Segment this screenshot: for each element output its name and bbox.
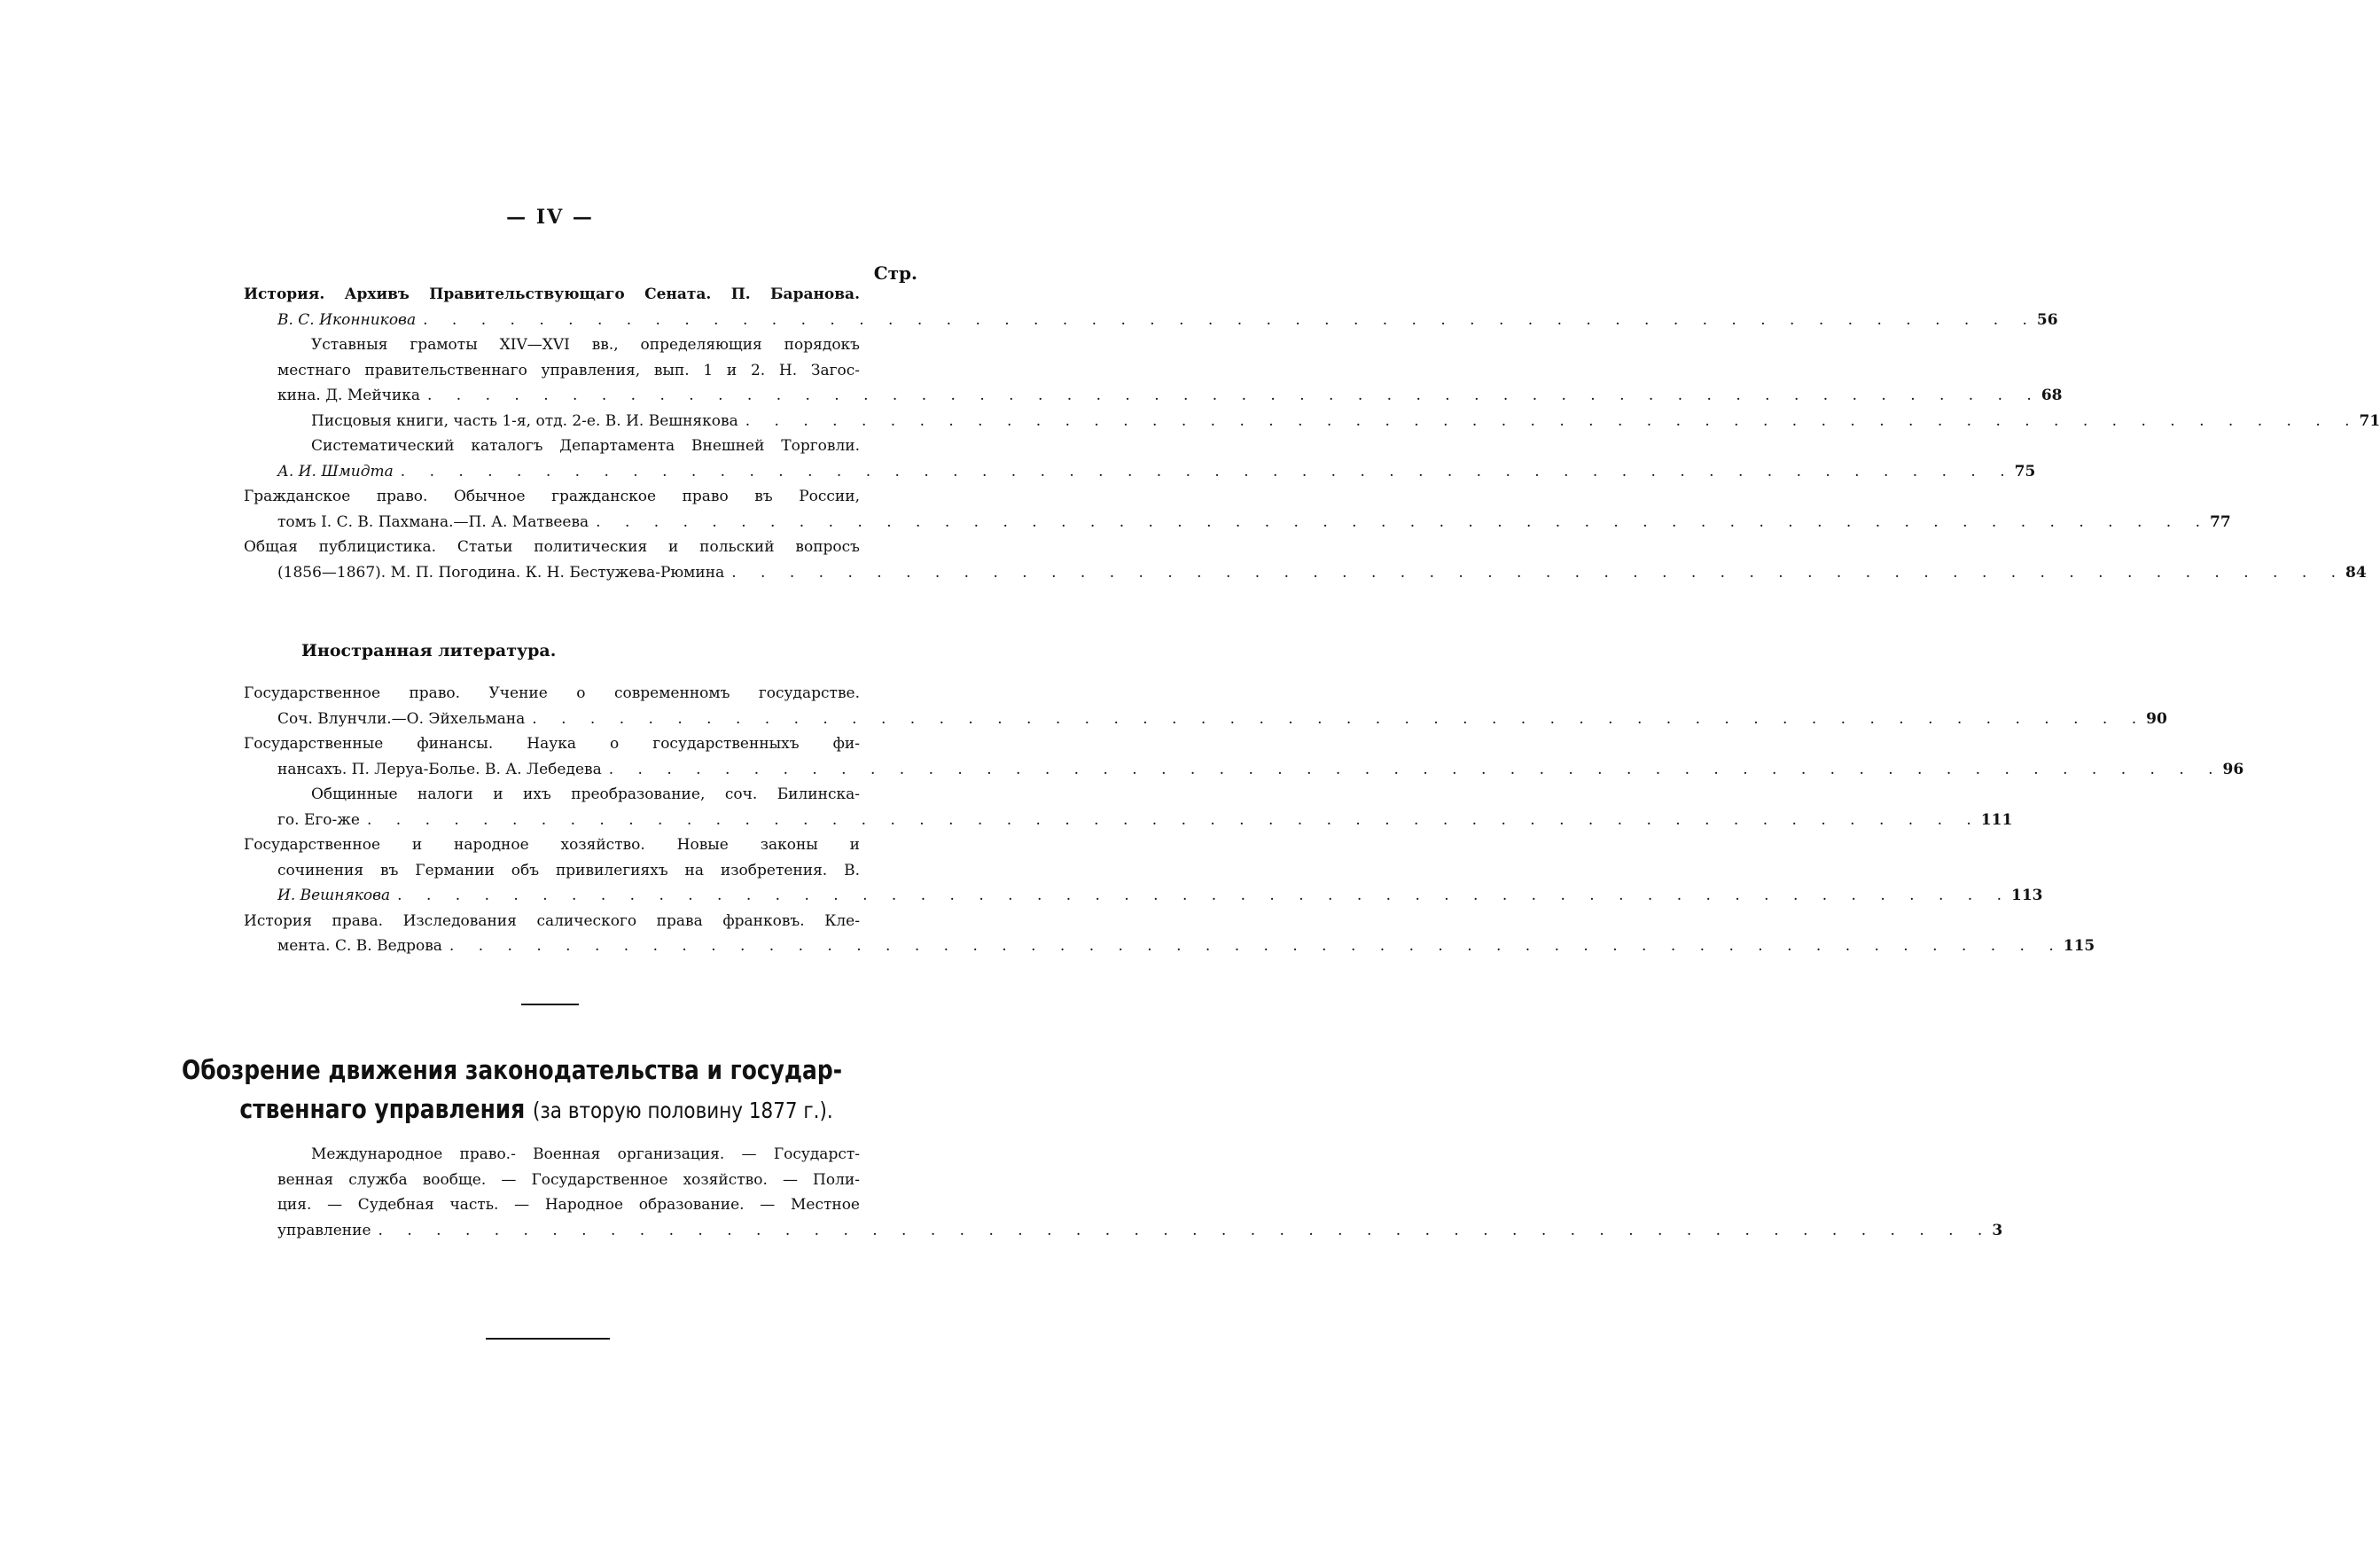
toc-entry [244, 782, 2013, 832]
toc-author: А. И. Шмидта [277, 462, 394, 481]
toc-line-last [244, 1218, 2003, 1244]
page-column-label: Стр. [873, 262, 917, 284]
toc-line-last [244, 459, 2036, 485]
page-ref: 84 [2345, 563, 2367, 582]
toc-entry [244, 731, 2244, 782]
toc-entry [244, 1142, 2003, 1243]
page-ref: 111 [1980, 810, 2013, 829]
toc-line: История права. Изследования салического права франковъ. Кле- [244, 911, 860, 930]
toc-author: го. Его-же [277, 810, 360, 829]
section-divider [521, 1004, 579, 1005]
toc-line-last [244, 883, 2043, 909]
leader-dots: . . . . . . . . . . . . . . . . . . . . . . . . . . . . . . . . . . . . . . . . . . . . . . . . . . . . . . . . [745, 411, 2360, 430]
leader-dots: . . . . . . . . . . . . . . . . . . . . . . . . . . . . . . . . . . . . . . . . . . . . . . . . . . . . . . . . [366, 810, 1981, 829]
toc-line-last [244, 308, 2058, 333]
leader-dots: . . . . . . . . . . . . . . . . . . . . . . . . . . . . . . . . . . . . . . . . . . . . . . . . . . . . . . . . [423, 310, 2037, 329]
toc-entry [244, 434, 2036, 484]
toc-author: Соч. Влунчли.—О. Эйхельмана [277, 709, 526, 728]
toc-section-russian [244, 282, 2380, 585]
toc-line: Государственное и народное хозяйство. Новые законы и [244, 836, 860, 854]
closing-rule [486, 1338, 610, 1340]
toc-author: В. С. Иконникова [277, 310, 417, 329]
toc-entry [244, 282, 2058, 332]
toc-entry [244, 681, 2167, 731]
page-ref: 96 [2222, 760, 2244, 778]
toc-line: Систематический каталогъ Департамента Внешней Торговли. [311, 437, 860, 455]
toc-line: Уставныя грамоты XIV—XVI вв., определяющия порядокъ [311, 336, 860, 354]
toc-line-last [244, 383, 2063, 409]
page-number: — IV — [506, 206, 594, 229]
toc-section-foreign [244, 681, 2244, 959]
leader-dots: . . . . . . . . . . . . . . . . . . . . . . . . . . . . . . . . . . . . . . . . . . . . . . . . . . . . . . . . [400, 462, 2015, 481]
toc-author: И. Вешнякова [277, 887, 391, 904]
page-ref: 56 [2036, 310, 2058, 329]
toc-author: (1856—1867). М. П. Погодина. К. Н. Бестужева-Рюмина [277, 563, 725, 582]
toc-line: местнаго правительственнаго управления, вып. 1 и 2. Н. Загос- [277, 361, 860, 379]
toc-entry [244, 909, 2095, 959]
toc-line: ция. — Судебная часть. — Народное образование. — Местное [277, 1196, 860, 1214]
leader-dots: . . . . . . . . . . . . . . . . . . . . . . . . . . . . . . . . . . . . . . . . . . . . . . . . . . . . . . . . [596, 512, 2210, 531]
review-title-line1: Обозрение движения законодательства и государ- [182, 1055, 843, 1085]
toc-author: нансахъ. П. Леруа-Болье. В. А. Лебедева [277, 760, 602, 778]
toc-line: венная служба вообще. — Государственное хозяйство. — Поли- [277, 1170, 860, 1189]
toc-line-last [244, 757, 2244, 783]
toc-line: Общая публицистика. Статьи политическия и польский вопросъ [244, 538, 860, 556]
page-ref: 77 [2209, 512, 2231, 531]
leader-dots: . . . . . . . . . . . . . . . . . . . . . . . . . . . . . . . . . . . . . . . . . . . . . . . . . . . . . . . . [397, 887, 2011, 904]
leader-dots: . . . . . . . . . . . . . . . . . . . . . . . . . . . . . . . . . . . . . . . . . . . . . . . . . . . . . . . . [378, 1221, 1993, 1239]
toc-line: Международное право.- Военная организация. — Государст- [311, 1145, 860, 1163]
toc-line: Государственное право. Учение о современномъ государстве. [244, 684, 860, 702]
toc-line-last [244, 409, 2380, 434]
review-title-line2 [239, 1090, 832, 1130]
toc-line-last [244, 808, 2013, 833]
toc-line-last [244, 934, 2095, 959]
leader-dots: . . . . . . . . . . . . . . . . . . . . . . . . . . . . . . . . . . . . . . . . . . . . . . . . . . . . . . . . [608, 760, 2223, 778]
toc-line: Гражданское право. Обычное гражданское право въ России, [244, 488, 860, 505]
page-ref: 68 [2041, 387, 2063, 404]
page-ref: 115 [2063, 937, 2095, 955]
toc-title: управление [277, 1221, 371, 1239]
page-ref: 113 [2011, 887, 2043, 904]
leader-dots: . . . . . . . . . . . . . . . . . . . . . . . . . . . . . . . . . . . . . . . . . . . . . . . . . . . . . . . . [731, 563, 2346, 582]
review-title-paren: (за вторую половину 1877 г.). [532, 1098, 833, 1123]
toc-entry [244, 484, 2231, 535]
review-title-main: ственнаго управления [239, 1094, 526, 1124]
leader-dots: . . . . . . . . . . . . . . . . . . . . . . . . . . . . . . . . . . . . . . . . . . . . . . . . . . . . . . . . [449, 937, 2064, 955]
toc-entry [244, 535, 2367, 585]
section-title-foreign: Иностранная литература. [301, 641, 557, 660]
toc-author: кина. Д. Мейчика [277, 387, 420, 404]
leader-dots: . . . . . . . . . . . . . . . . . . . . . . . . . . . . . . . . . . . . . . . . . . . . . . . . . . . . . . . . [427, 387, 2041, 404]
toc-line: Общинные налоги и ихъ преобразование, соч. Билинска- [311, 785, 860, 803]
toc-line: Государственные финансы. Наука о государственныхъ фи- [244, 735, 860, 753]
toc-author: томъ I. С. В. Пахмана.—П. А. Матвеева [277, 512, 589, 531]
toc-entry [244, 332, 2063, 409]
page-ref: 75 [2014, 462, 2036, 481]
toc-title: Писцовыя книги, часть 1-я, отд. 2-е. В. И. Вешнякова [311, 411, 738, 430]
leader-dots: . . . . . . . . . . . . . . . . . . . . . . . . . . . . . . . . . . . . . . . . . . . . . . . . . . . . . . . . [532, 709, 2147, 728]
page-ref: 3 [1992, 1221, 2003, 1239]
toc-line: сочинения въ Германии объ привилегияхъ на изобретения. В. [277, 861, 860, 879]
page-ref: 90 [2146, 709, 2167, 728]
toc-line: История. Архивъ Правительствующаго Сената. П. Баранова. [244, 285, 860, 303]
review-contents [244, 1142, 2003, 1243]
toc-line-last [244, 560, 2367, 586]
toc-line-last [244, 707, 2167, 732]
toc-entry [244, 832, 2043, 909]
toc-author: мента. С. В. Ведрова [277, 937, 442, 955]
toc-line-last [244, 510, 2231, 535]
toc-entry [244, 409, 2380, 434]
page-ref: 71 [2359, 411, 2380, 430]
